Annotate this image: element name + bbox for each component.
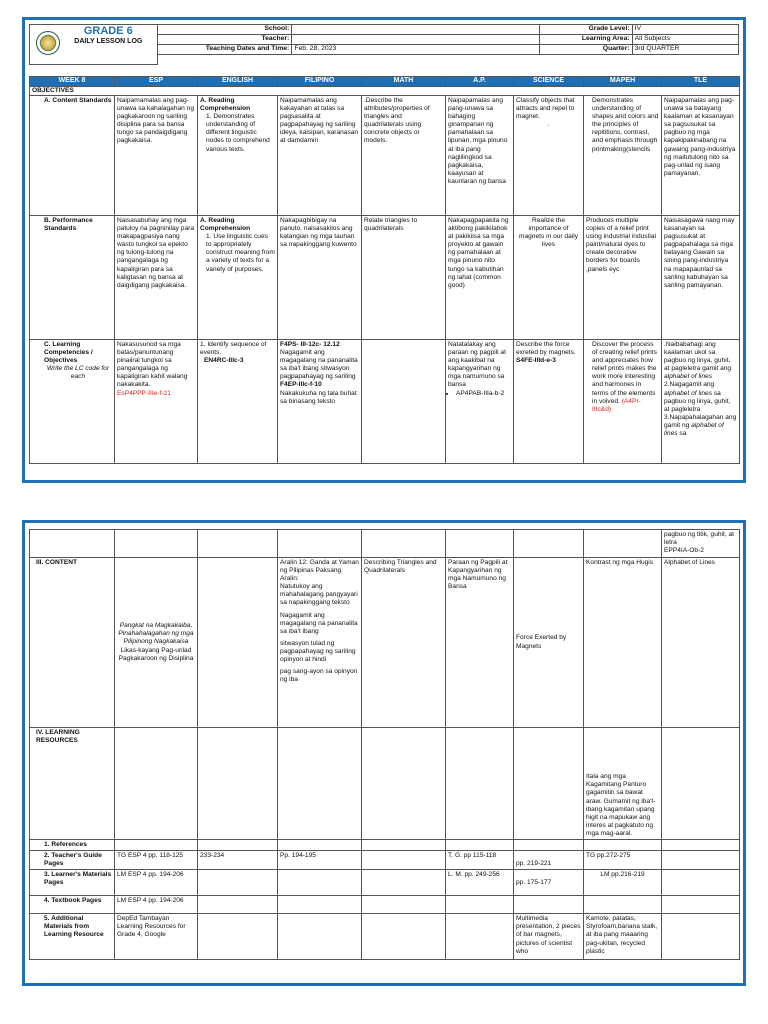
learning-area-label: Learning Area: bbox=[540, 35, 632, 45]
lc-tle-text3b: sa bbox=[679, 430, 687, 438]
lc-esp-code: EsP4PPP-IIIe-f-21 bbox=[117, 389, 171, 397]
cs-english-text: 1. Demonstrates understanding of different linguistic nodes to comprehend various texts. bbox=[206, 113, 270, 153]
lc-tle bbox=[662, 340, 740, 464]
page-2 bbox=[22, 520, 746, 986]
references-row bbox=[30, 840, 740, 851]
ps-esp: Naisasabuhay ang mga patuloy na pagninilay para makapagpasiya nang wasto tungkol sa epekto ng tulong-tulong na pangangalaga ng kapaligiran para sa kaligtasan ng bansa at daigdigang pagkakaisa. bbox=[115, 216, 198, 340]
col-week: WEEK 8 bbox=[30, 77, 115, 87]
col-ap: A.P. bbox=[446, 77, 514, 87]
lc-filipino-code2: F4EP-IIIc-f-10 bbox=[280, 381, 322, 389]
col-science: SCIENCE bbox=[514, 77, 584, 87]
cs-filipino: Naipamamalas ang kakayahan at tatas sa pagsasalita at pagpapahayag ng sariling ideya, kaisipan, karanasan at damdamin bbox=[278, 96, 362, 216]
cs-mapeh: Demonstrates understanding of shapes and colors and the principles of repititions, contrast, and emphasis through printmaking(stencils bbox=[584, 96, 662, 216]
col-filipino: FILIPINO bbox=[278, 77, 362, 87]
content-filipino-4: sitwasyon tulad ng pagpapahayag ng sariling opinyon at hindi bbox=[280, 639, 356, 664]
content-filipino-2: Natutukoy ang mahahalagang pangyayari sa napakinggang teksto bbox=[280, 583, 358, 607]
cs-esp: Naipamamalas ang pag-unawa sa kahalagahan ng pagkakaroon ng sariling disiplina para sa bansa tungo sa pandaigdigang pagkakaisa. bbox=[115, 96, 198, 216]
quarter-label: Quarter: bbox=[540, 45, 632, 55]
lc-english bbox=[198, 340, 278, 464]
learners-materials-row bbox=[30, 870, 740, 896]
grade-title: GRADE 6 bbox=[83, 25, 133, 37]
ps-tle: Naisasagawa nang may kasanayan sa pagsusukat at pagpapahalaga sa mga batayang Gawain sa sining pang-industriya na mapapaunlad sa sariling kabuhayan sa sariling pamayanan. bbox=[662, 216, 740, 340]
tg-esp: TG ESP 4 pp. 118-125 bbox=[115, 851, 198, 870]
lc-mapeh-text: Discover the process of creating relief prints and appreciates how relief prints makes the work more interesting and harmones in terms of the elements in volved. bbox=[592, 341, 657, 405]
dll-title: DAILY LESSON LOG bbox=[74, 37, 143, 45]
quarter-value: 3rd QUARTER bbox=[632, 45, 738, 55]
additional-label: 5. Additional Materials from Learning Resource bbox=[30, 914, 115, 960]
lm-science: pp. 175-177 bbox=[514, 870, 584, 896]
lc-ap bbox=[446, 340, 514, 464]
lm-mapeh: LM pp.216-219 bbox=[584, 870, 662, 896]
references-label: 1. References bbox=[30, 840, 115, 851]
tle-cont-code: EPP4IA-Ob-2 bbox=[664, 547, 704, 555]
content-esp-italic: Pangkat na Magkakaiba, Pinahahalagahan ng mga Pilipinong Nagkakaisa bbox=[118, 622, 194, 646]
col-math: MATH bbox=[362, 77, 446, 87]
lc-tle-em1: alphabet of lines bbox=[664, 373, 713, 381]
content-label: III. CONTENT bbox=[30, 558, 115, 728]
content-mapeh: Kontrast ng mga Hugis bbox=[584, 558, 662, 728]
lc-esp bbox=[115, 340, 198, 464]
lc-filipino bbox=[278, 340, 362, 464]
teacher-value bbox=[292, 35, 540, 45]
lc-math bbox=[362, 340, 446, 464]
cs-english bbox=[198, 96, 278, 216]
tg-science: pp. 219-221 bbox=[514, 851, 584, 870]
am-science: Multimedia presentation, 2 pieces of bar magnets, pictures of scientist who bbox=[514, 914, 584, 960]
lc-mapeh-code: (A4Pr-IIIc&d) bbox=[592, 397, 641, 413]
content-row bbox=[30, 558, 740, 728]
content-math: Describing Triangles and Quadrilaterals bbox=[362, 558, 446, 728]
header-table bbox=[29, 24, 739, 65]
ps-english bbox=[198, 216, 278, 340]
cs-english-title: A. Reading Comprehension bbox=[200, 97, 251, 113]
page-1 bbox=[22, 17, 746, 483]
column-header-row bbox=[30, 77, 740, 87]
cs-science bbox=[514, 96, 584, 216]
cs-tle: Naipapamalas ang pag-unawa sa batayang kaalaman at kasanayan sa pagsusukat sa pagbuo ng mga kapakipakinabang na gawaing pang-industriya ng maitutulong nito sa pag-unlad ng isang pamayanan. bbox=[662, 96, 740, 216]
ps-ap: Nakapagpapakita ng aktibong pakikilahok at pakikiisa sa mga proyekto at gawain ng pamahalaan at mga pinuno nito tungo sa kabutihan ng lahat (common good) bbox=[446, 216, 514, 340]
resources-label: IV. LEARNING RESOURCES bbox=[30, 728, 115, 840]
content-esp bbox=[115, 558, 198, 728]
grade-level-label: Grade Level: bbox=[540, 25, 632, 35]
objectives-label: OBJECTIVES bbox=[30, 87, 740, 96]
cs-math: .Describe the attributes/properties of triangles and quadrilaterals using concrete objects or models. bbox=[362, 96, 446, 216]
school-label: School: bbox=[157, 25, 292, 35]
tle-continued bbox=[662, 530, 740, 558]
competencies-sublabel: Write the LC code for each bbox=[46, 365, 110, 381]
performance-standards-label: B. Performance Standards bbox=[30, 216, 115, 340]
teachers-guide-label: 2. Teacher's Guide Pages bbox=[30, 851, 115, 870]
teacher-label: Teacher: bbox=[157, 35, 292, 45]
title-cell bbox=[30, 25, 158, 65]
content-standards-row bbox=[30, 96, 740, 216]
additional-materials-row bbox=[30, 914, 740, 960]
tg-mapeh: TG pp.272-275 bbox=[584, 851, 662, 870]
lc-mapeh bbox=[584, 340, 662, 464]
am-esp: DepEd Tambayan Learning Resources for Grade 4, Google bbox=[115, 914, 198, 960]
content-esp-text: Likas-kayang Pag-unlad Pagkakaroon ng Disiplina bbox=[118, 646, 194, 662]
competencies-row bbox=[30, 340, 740, 464]
col-mapeh: MAPEH bbox=[584, 77, 662, 87]
teachers-guide-row bbox=[30, 851, 740, 870]
learners-materials-label: 3. Learner's Materials Pages bbox=[30, 870, 115, 896]
lc-english-code: EN4RC-IIIc-3 bbox=[204, 357, 244, 365]
lc-tle-text1: .Naibabahagi ang kaalaman ukol sa pagbuo ng linya, guhit, at pagleletra gamit ang bbox=[664, 341, 732, 373]
ps-mapeh: Produces multiple copies of a relief print using industrial industial paint/natural dyes to create decorative borders for boards ,panels eyc bbox=[584, 216, 662, 340]
tg-filipino: Pp. 194-195 bbox=[278, 851, 362, 870]
resources-mapeh: Itala ang mga Kagamitang Panturo gagamitin sa bawat araw. Gumamit ng iba't-ibang kagamitan upang higit na mapukaw ang interes at pagkatuto ng mga mag-aaral. bbox=[584, 728, 662, 840]
performance-standards-row bbox=[30, 216, 740, 340]
col-esp: ESP bbox=[115, 77, 198, 87]
ps-english-text: 1. Use linguistic cues to appropriately construct meaning from a variety of texts for a variety of purposes. bbox=[206, 233, 275, 273]
lm-esp: LM ESP 4 pp. 194-206 bbox=[115, 870, 198, 896]
content-ap: Paraan ng Pagpili at Kapangyarihan ng mga Namumuno ng Bansa bbox=[446, 558, 514, 728]
ps-math: Relate triangles to quadrilaterals bbox=[362, 216, 446, 340]
ps-filipino: Nakapagbibigay na panuto, naisasakilos ang katangian ng mga tauhan sa napakinggang kuwento bbox=[278, 216, 362, 340]
lc-english-text: 1. Identify sequence of events. bbox=[200, 341, 267, 357]
lc-ap-text: Natatalakay ang paraan ng pagpili at ang kaakibat na kapangyarihan ng mga namumuno sa bansa bbox=[448, 341, 506, 389]
col-english: ENGLISH bbox=[198, 77, 278, 87]
deped-seal-icon bbox=[36, 31, 60, 55]
content-science: Force Exerted by Magnets bbox=[514, 558, 584, 728]
objectives-row bbox=[30, 87, 740, 96]
lesson-grid bbox=[29, 76, 739, 464]
lc-tle-text2b: sa pagbuo ng linya, guhit, at pagleletra bbox=[664, 389, 731, 413]
lc-esp-text: Nakasusunod sa mga batas/panuntunang pinaiiral tungkol sa pangangalaga ng kapaligiran kahit walang nakakakita. bbox=[117, 341, 188, 389]
content-filipino-3: Nagagamit ang magagalang na pananalita sa iba't ibang bbox=[280, 611, 358, 635]
competencies-label-cell bbox=[30, 340, 115, 464]
continuation-row bbox=[30, 530, 740, 558]
cs-ap: Naipapamalas ang pang-unawa sa bahaging ginampanan ng pamahalaan sa lipunan, mga pinuno at iba pang naglilingkod sa pagkakaisa, kaayusan at kaunlaran ng bansa bbox=[446, 96, 514, 216]
content-standards-label: A. Content Standards bbox=[30, 96, 115, 216]
lc-filipino-code1: F4PS- III-12c- 12.12 bbox=[280, 341, 340, 348]
lc-filipino-text1: Nagagamit ang magagalang na pananalita sa iba't ibang sitwasyon pagpapahayag ng sariling bbox=[280, 349, 358, 381]
school-value bbox=[292, 25, 540, 35]
lc-tle-text2: 2.Nagagamit ang bbox=[664, 381, 715, 389]
lc-science-code: S4FE-IIId-e-3 bbox=[516, 357, 556, 365]
grade-level-value: IV bbox=[632, 25, 738, 35]
lesson-table-continued bbox=[29, 529, 740, 960]
ps-science: Realize the importance of magnets in our daily lives bbox=[514, 216, 584, 340]
lc-tle-em2: alphabet of lines bbox=[664, 389, 713, 397]
col-tle: TLE bbox=[662, 77, 740, 87]
tg-ap: T. G. pp 115-118 bbox=[446, 851, 514, 870]
lc-science bbox=[514, 340, 584, 464]
am-mapeh: Kamote, patatas, Styrofoam,banana stalk, at iba pang maaaring pag-ukitan, recycled plastic bbox=[584, 914, 662, 960]
content-tle: Alphabet of Lines bbox=[662, 558, 740, 728]
lc-science-text: Describe the force exreted by magnets. bbox=[516, 341, 576, 357]
tle-cont-text: pagbuo ng titik, guhit, at letra bbox=[664, 531, 735, 547]
resources-row bbox=[30, 728, 740, 840]
ps-english-title: A. Reading Comprehension bbox=[200, 217, 251, 233]
lesson-table bbox=[29, 76, 740, 464]
textbook-label: 4. Textbook Pages bbox=[30, 896, 115, 914]
competencies-label: C. Learning Competencies / Objectives bbox=[44, 341, 93, 365]
textbook-row bbox=[30, 896, 740, 914]
lc-tle-text3: 3.Napapahalagahan ang gamit ng bbox=[664, 413, 737, 429]
dates-value: Feb. 28, 2023 bbox=[292, 45, 540, 55]
dates-label: Teaching Dates and Time: bbox=[157, 45, 292, 55]
header bbox=[29, 24, 739, 66]
lesson-grid-continued bbox=[29, 529, 739, 960]
tb-esp: LM ESP 4 pp. 194-206 bbox=[115, 896, 198, 914]
tg-english: 233-234 bbox=[198, 851, 278, 870]
lc-filipino-text2: Nakakukuha ng tala buhat sa binasang teksto bbox=[280, 389, 357, 405]
cs-science-text: Classify objects that attracts and repel to magnet. bbox=[516, 97, 575, 121]
lc-ap-code: • AP4PAB-IIIa-b-2 bbox=[456, 390, 511, 398]
lm-ap: L. M. pp. 249-256 bbox=[446, 870, 514, 896]
lc-tle-em3: alphabet of lines bbox=[664, 421, 724, 438]
content-filipino-1: Aralin 12: Ganda at Yaman ng Pilipinas Paksang Aralin: bbox=[280, 559, 359, 583]
content-filipino bbox=[278, 558, 362, 728]
content-filipino-5: pag sang-ayon sa opinyon ng iba bbox=[280, 668, 358, 684]
cs-science-dot: . bbox=[547, 121, 550, 129]
learning-area-value: All Subjects bbox=[632, 35, 738, 45]
